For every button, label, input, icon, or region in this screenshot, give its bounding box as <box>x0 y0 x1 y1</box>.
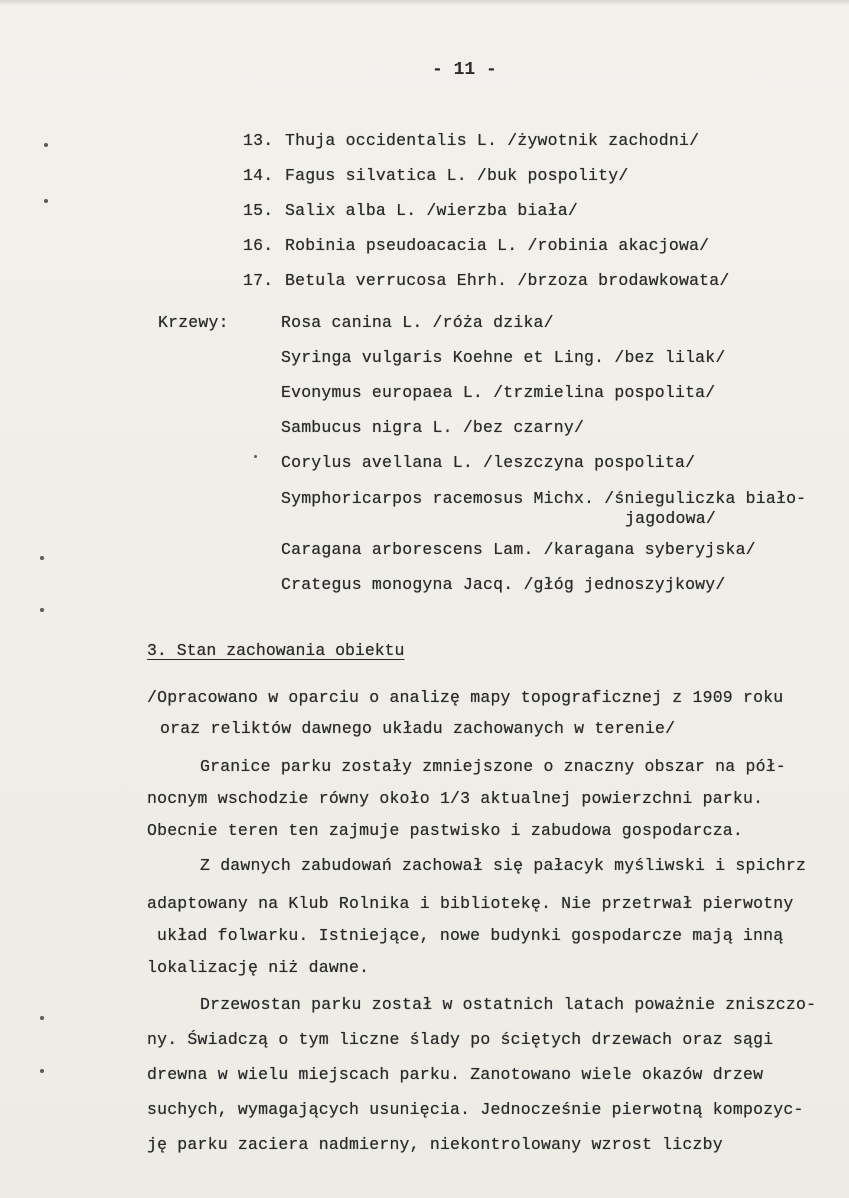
paragraph-line: układ folwarku. Istniejące, nowe budynki gospodarcze mają inną <box>157 926 784 945</box>
page-number: - 11 - <box>432 60 497 80</box>
paragraph-line: oraz reliktów dawnego układu zachowanych w terenie/ <box>160 719 676 738</box>
tree-item <box>243 271 729 291</box>
shrub-item: Corylus avellana L. /leszczyna pospolita/ <box>281 453 696 472</box>
shrub-item: Caragana arborescens Lam. /karagana syberyjska/ <box>281 540 756 559</box>
shrub-item: Symphoricarpos racemosus Michx. /śnieguliczka biało- <box>281 489 807 508</box>
tree-item-number: 15. <box>243 201 274 220</box>
tree-item-text: Thuja occidentalis L. /żywotnik zachodni/ <box>285 131 700 150</box>
tree-item-number: 13. <box>243 131 274 150</box>
tree-item <box>243 131 699 151</box>
paragraph-line: Z dawnych zabudowań zachował się pałacyk myśliwski i spichrz <box>200 856 807 875</box>
paragraph-line: /Opracowano w oparciu o analizę mapy topograficznej z 1909 roku <box>147 688 784 707</box>
margin-mark <box>40 1069 44 1073</box>
tree-item-text: Betula verrucosa Ehrh. /brzoza brodawkowata/ <box>285 271 730 290</box>
shrub-item-continuation: jagodowa/ <box>625 509 716 528</box>
tree-item-number: 14. <box>243 166 274 185</box>
paragraph-line: suchych, wymagających usunięcia. Jednocześnie pierwotną kompozyc- <box>147 1100 804 1119</box>
paragraph-line: drewna w wielu miejscach parku. Zanotowano wiele okazów drzew <box>147 1065 764 1084</box>
tree-item <box>243 166 628 186</box>
tree-item-text: Fagus silvatica L. /buk pospolity/ <box>285 166 629 185</box>
margin-mark <box>40 1016 44 1020</box>
paragraph-line: Obecnie teren ten zajmuje pastwisko i zabudowa gospodarcza. <box>147 821 743 840</box>
paragraph-line: lokalizację niż dawne. <box>147 958 370 977</box>
paragraph-line: adaptowany na Klub Rolnika i bibliotekę. Nie przetrwał pierwotny <box>147 894 794 913</box>
tree-item-text: Robinia pseudoacacia L. /robinia akacjowa/ <box>285 236 710 255</box>
tree-item <box>243 236 709 256</box>
margin-mark <box>40 608 44 612</box>
tree-item-number: 16. <box>243 236 274 255</box>
paragraph-line: ny. Świadczą o tym liczne ślady po ściętych drzewach oraz sągi <box>147 1030 774 1049</box>
section-heading: 3. Stan zachowania obiektu <box>147 641 405 660</box>
shrub-item: Syringa vulgaris Koehne et Ling. /bez lilak/ <box>281 348 726 367</box>
paragraph-line: Granice parku zostały zmniejszone o znaczny obszar na pół- <box>200 757 786 776</box>
page-top-edge-shadow <box>0 0 849 6</box>
paragraph-line: nocnym wschodzie równy około 1/3 aktualnej powierzchni parku. <box>147 789 764 808</box>
tree-item-text: Salix alba L. /wierzba biała/ <box>285 201 578 220</box>
margin-mark <box>44 143 48 147</box>
tree-item-number: 17. <box>243 271 274 290</box>
paragraph-line: Drzewostan parku został w ostatnich latach poważnie zniszczo- <box>200 995 817 1014</box>
tree-item <box>243 201 578 221</box>
shrub-item: Rosa canina L. /róża dzika/ <box>281 313 554 332</box>
paragraph-line: ję parku zaciera nadmierny, niekontrolowany wzrost liczby <box>147 1135 723 1154</box>
shrub-item: Crategus monogyna Jacq. /głóg jednoszyjkowy/ <box>281 575 726 594</box>
margin-mark <box>44 199 48 203</box>
shrubs-label: Krzewy: <box>158 313 229 332</box>
shrub-item: Evonymus europaea L. /trzmielina pospolita/ <box>281 383 716 402</box>
margin-mark <box>254 455 257 458</box>
shrub-item: Sambucus nigra L. /bez czarny/ <box>281 418 585 437</box>
margin-mark <box>40 556 44 560</box>
